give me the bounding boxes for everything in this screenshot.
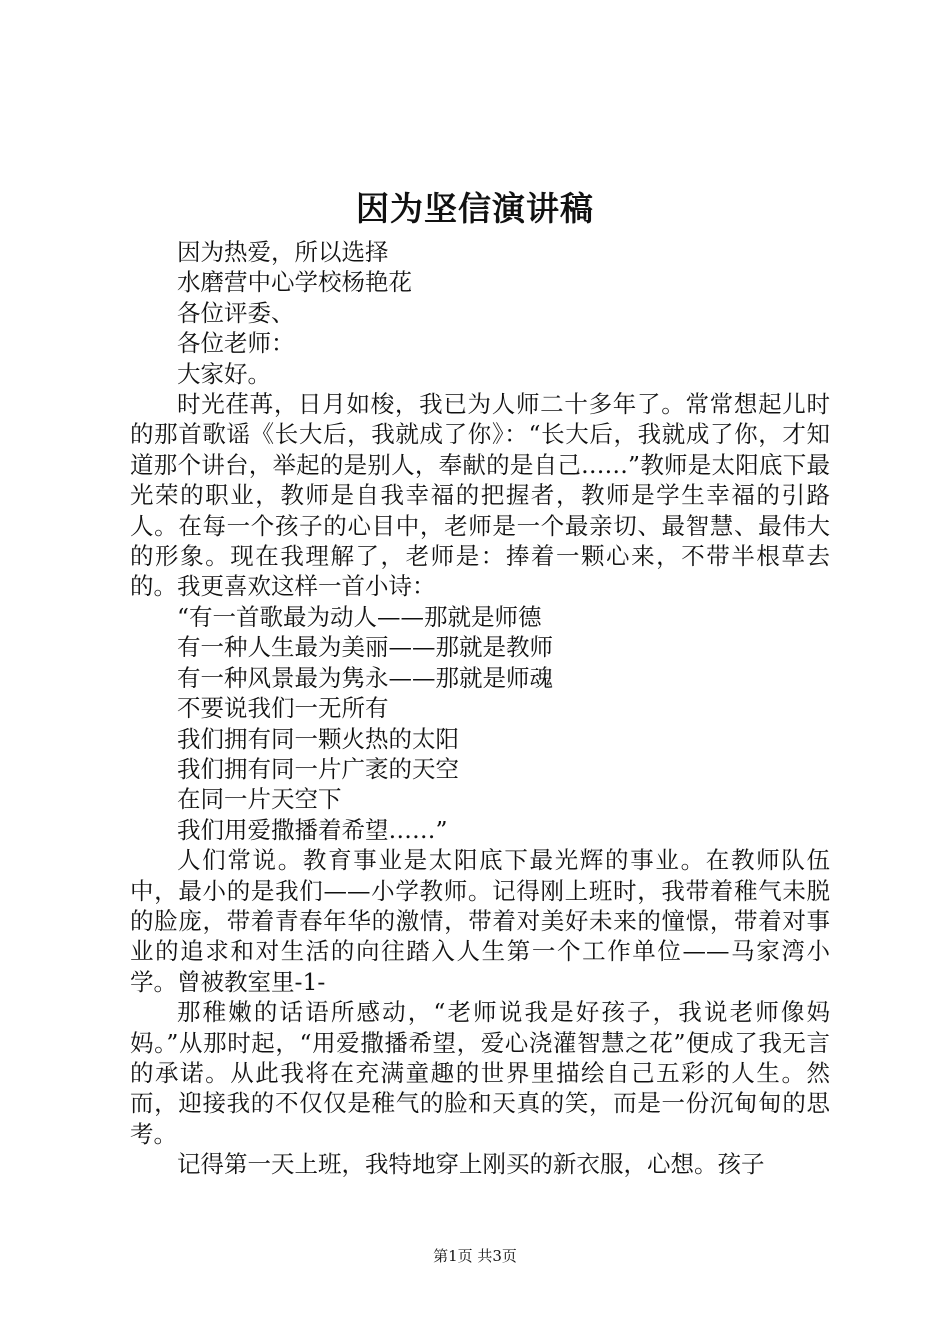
poem-line: 不要说我们一无所有 <box>177 694 389 723</box>
salutation-judges: 各位评委、 <box>177 298 295 327</box>
speech-subtitle: 因为热爱，所以选择 <box>177 238 389 266</box>
paragraph: 时光荏苒，日月如梭，我已为人师二十多年了。常常想起儿时的那首歌谣《长大后，我就成了你》：“长大后，我就成了你，才知道那个讲台，举起的是别人，奉献的是自己……”教师是太阳底下最光荣的职业，教师是自我幸福的把握者，教师是学生幸福的引路人。在每一个孩子的心目中，老师是一个最亲切、最智慧、最伟大的形象。现在我理解了，老师是：捧着一颗心来，不带半根草去的。我更喜欢这样一首小诗： <box>130 390 830 601</box>
paragraph: 记得第一天上班，我特地穿上刚买的新衣服，心想。孩子 <box>177 1150 765 1179</box>
document-title: 因为坚信演讲稿 <box>356 189 594 228</box>
poem-line: 有一种风景最为隽永——那就是师魂 <box>177 663 553 692</box>
poem-line: “有一首歌最为动人——那就是师德 <box>177 602 542 631</box>
paragraph: 那稚嫩的话语所感动，“老师说我是好孩子，我说老师像妈妈。”从那时起，“用爱撒播希望，爱心浇灌智慧之花”便成了我无言的承诺。从此我将在充满童趣的世界里描绘自己五彩的人生。然而，迎接我的不仅仅是稚气的脸和天真的笑，而是一份沉甸甸的思考。 <box>130 998 830 1148</box>
document-body <box>130 237 830 1180</box>
poem-line: 我们用爱撒播着希望……” <box>177 815 448 844</box>
poem-line: 在同一片天空下 <box>177 785 342 814</box>
greeting: 大家好。 <box>177 359 271 388</box>
page-footer: 第1页 共3页 <box>433 1247 517 1265</box>
poem-line: 我们拥有同一颗火热的太阳 <box>177 724 459 753</box>
poem-line: 有一种人生最为美丽——那就是教师 <box>177 633 553 662</box>
paragraph: 人们常说。教育事业是太阳底下最光辉的事业。在教师队伍中，最小的是我们——小学教师。记得刚上班时，我带着稚气未脱的脸庞，带着青春年华的激情，带着对美好未来的憧憬，带着对事业的追求和对生活的向往踏入人生第一个工作单位——马家湾小学。曾被教室里-1- <box>130 846 830 996</box>
salutation-teachers: 各位老师： <box>177 329 295 358</box>
poem-line: 我们拥有同一片广袤的天空 <box>177 754 459 783</box>
speaker-line: 水磨营中心学校杨艳花 <box>177 268 412 297</box>
